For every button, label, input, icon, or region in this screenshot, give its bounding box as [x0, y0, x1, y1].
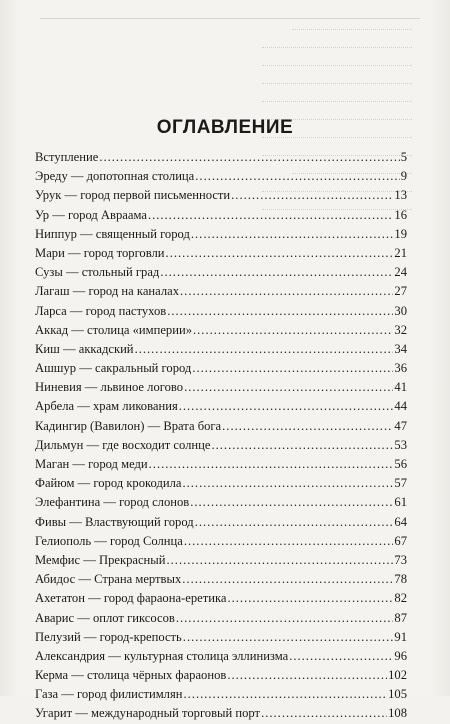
dot-leader [167, 302, 393, 321]
toc-entry-page: 34 [394, 341, 407, 356]
toc-entry-page: 47 [394, 418, 407, 433]
dot-leader [227, 589, 393, 608]
toc-entry [35, 206, 407, 225]
toc-entry-title: Дильмун — где восходит солнце [35, 437, 211, 452]
toc-entry-title: Абидос — Страна мертвых [35, 572, 182, 587]
toc-entry [35, 513, 407, 532]
toc-entry-page: 82 [394, 591, 407, 606]
dot-leader [261, 704, 387, 723]
dot-leader [211, 436, 393, 455]
toc-entry-page: 73 [394, 552, 407, 567]
dot-leader [192, 359, 393, 378]
toc-entry [35, 589, 407, 608]
toc-entry [35, 167, 407, 186]
toc-entry-title: Угарит — международный торговый порт [35, 706, 261, 721]
dot-leader [167, 551, 394, 570]
dot-leader [195, 167, 399, 186]
toc-entry-title: Мемфис — Прекрасный [35, 552, 166, 567]
toc-entry [35, 609, 407, 628]
dot-leader [289, 647, 393, 666]
toc-entry [35, 148, 407, 167]
toc-entry [35, 282, 407, 301]
toc-entry [35, 244, 407, 263]
toc-entry-page: 44 [394, 399, 407, 414]
toc-entry-page: 56 [394, 457, 407, 471]
toc-entry [35, 474, 407, 493]
dot-leader [179, 397, 394, 416]
toc-entry-title: Эреду — допотопная столица [35, 169, 195, 184]
toc-entry [35, 685, 407, 704]
dot-leader [191, 225, 394, 244]
toc-entry-page: 32 [394, 322, 407, 337]
toc-entry-title: Пелузий — город-крепость [35, 629, 182, 644]
toc-entry [35, 397, 407, 416]
toc-entry-title: Ниппур — священный город [35, 226, 190, 241]
toc-entry-page: 24 [394, 265, 407, 280]
toc-entry-title: Арбела — храм ликования [35, 399, 178, 414]
toc-entry [35, 532, 407, 551]
toc-entry-title: Ашшур — сакральный город [35, 361, 192, 376]
toc-entry-title: Маган — город меди [35, 457, 148, 471]
toc-entry-page: 16 [394, 207, 407, 222]
toc-entry-title: Лагаш — город на каналах [35, 284, 180, 299]
toc-entry-page: 78 [394, 572, 407, 587]
toc-entry-title: Ниневия — львиное логово [35, 380, 184, 395]
toc-entry-title: Вступление [35, 150, 99, 164]
toc-entry-title: Керма — столица чёрных фараонов [35, 668, 227, 683]
table-of-contents [35, 148, 407, 724]
toc-entry-title: Файюм — город крокодила [35, 476, 182, 491]
toc-entry [35, 647, 407, 666]
toc-entry-title: Элефантина — город слонов [35, 495, 190, 510]
toc-entry-page: 96 [394, 648, 407, 663]
toc-entry [35, 263, 407, 282]
toc-entry [35, 225, 407, 244]
toc-entry-page: 9 [400, 169, 407, 184]
toc-entry-page: 61 [394, 495, 407, 510]
dot-leader [182, 570, 393, 589]
toc-entry-page: 13 [394, 188, 407, 203]
toc-entry-page: 19 [394, 226, 407, 241]
dot-leader [190, 493, 393, 512]
dot-leader [149, 455, 394, 474]
toc-entry-page: 105 [388, 687, 407, 702]
dot-leader [231, 186, 393, 205]
toc-entry-title: Урук — город первой письменности [35, 188, 231, 203]
toc-entry [35, 455, 407, 474]
dot-leader [148, 206, 393, 225]
toc-entry-title: Мари — город торговли [35, 245, 165, 260]
dot-leader [99, 148, 399, 167]
toc-entry [35, 378, 407, 397]
dot-leader [227, 666, 387, 685]
toc-entry-page: 108 [388, 706, 407, 721]
dot-leader [182, 474, 393, 493]
toc-entry [35, 551, 407, 570]
toc-entry [35, 493, 407, 512]
toc-entry [35, 666, 407, 685]
toc-entry [35, 359, 407, 378]
toc-entry-page: 53 [394, 437, 407, 452]
toc-entry-title: Аккад — столица «империи» [35, 322, 192, 337]
toc-entry-page: 102 [388, 668, 407, 683]
toc-entry-page: 36 [394, 361, 407, 376]
dot-leader [184, 378, 393, 397]
toc-entry-page: 87 [394, 610, 407, 625]
dot-leader [160, 263, 393, 282]
toc-entry-page: 41 [394, 380, 407, 395]
dot-leader [135, 340, 394, 359]
dot-leader [184, 532, 394, 551]
toc-entry-title: Александрия — культурная столица эллинизма [35, 648, 289, 663]
toc-entry [35, 302, 407, 321]
toc-entry [35, 340, 407, 359]
toc-entry-page: 64 [394, 514, 407, 529]
dot-leader [180, 282, 393, 301]
toc-entry [35, 628, 407, 647]
dot-leader [166, 244, 394, 263]
toc-entry-title: Газа — город филистимлян [35, 687, 183, 702]
dot-leader [195, 513, 394, 532]
toc-entry [35, 321, 407, 340]
toc-entry [35, 417, 407, 436]
toc-entry-page: 27 [394, 284, 407, 299]
dot-leader [193, 321, 393, 340]
toc-entry-title: Гелиополь — город Солнца [35, 533, 183, 548]
toc-entry-title: Аварис — оплот гиксосов [35, 610, 175, 625]
toc-entry-title: Фивы — Властвующий город [35, 514, 194, 529]
dot-leader [176, 609, 394, 628]
toc-entry [35, 570, 407, 589]
dot-leader [222, 417, 393, 436]
toc-entry [35, 704, 407, 723]
toc-entry-page: 57 [394, 476, 407, 491]
toc-entry-title: Киш — аккадский [35, 341, 134, 356]
toc-entry-title: Кадингир (Вавилон) — Врата бога [35, 418, 222, 433]
dot-leader [183, 628, 394, 647]
toc-entry-title: Ахетатон — город фараона-еретика [35, 591, 227, 606]
toc-entry-title: Сузы — стольный град [35, 265, 160, 280]
toc-entry-page: 67 [394, 533, 407, 548]
toc-entry-title: Ларса — город пастухов [35, 303, 167, 318]
toc-entry [35, 186, 407, 205]
toc-entry-page: 21 [394, 245, 407, 260]
toc-entry-page: 5 [400, 150, 407, 164]
toc-entry-page: 30 [394, 303, 407, 318]
toc-entry-page: 91 [394, 629, 407, 644]
page-title: ОГЛАВЛЕНИЕ [156, 117, 294, 138]
dot-leader [184, 685, 388, 704]
toc-entry-title: Ур — город Авраама [35, 207, 147, 222]
toc-entry [35, 436, 407, 455]
